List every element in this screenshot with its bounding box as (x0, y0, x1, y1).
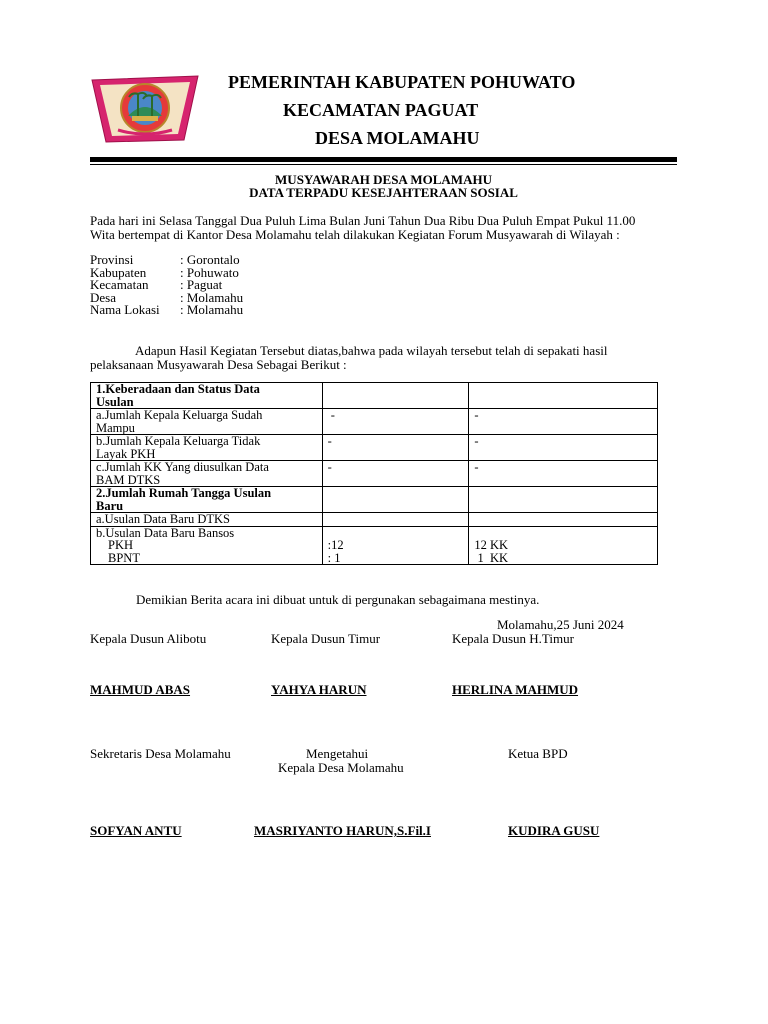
document-title2: DATA TERPADU KESEJAHTERAAN SOSIAL (249, 185, 518, 200)
table-cell (469, 513, 658, 527)
signatory-title: Kepala Dusun Alibotu (90, 631, 207, 646)
signatory-name: HERLINA MAHMUD (452, 682, 579, 697)
location-row (90, 304, 243, 317)
signatory-name: MASRIYANTO HARUN,S.Fil.I (254, 823, 431, 838)
table-cell (469, 383, 658, 409)
table-row (91, 383, 658, 409)
table-cell: - (469, 461, 658, 487)
pohuwato-regency-emblem-icon (88, 72, 202, 146)
location-label: Kabupaten (90, 264, 147, 280)
table-cell (469, 487, 658, 513)
signatory-title: Mengetahui (306, 746, 369, 761)
location-block (90, 254, 243, 317)
letterhead-rule-thick (90, 157, 677, 162)
table-row (91, 526, 658, 565)
signatory-name: SOFYAN ANTU (90, 823, 182, 838)
location-label: Provinsi (90, 252, 134, 267)
location-value: : Paguat (180, 277, 223, 292)
table-cell: a.Jumlah Kepala Keluarga Sudah Mampu (91, 409, 323, 435)
table-cell (469, 526, 658, 565)
opening-paragraph (90, 214, 635, 242)
letterhead-line2: KECAMATAN PAGUAT (283, 100, 479, 120)
letterhead-line3: DESA MOLAMAHU (315, 128, 480, 148)
bpnt-count: : 1 (327, 550, 341, 565)
opening-line2: Wita bertempat di Kantor Desa Molamahu telah dilakukan Kegiatan Forum Musyawarah di Wilayah : (90, 227, 620, 242)
table-cell: - (322, 435, 469, 461)
result-paragraph (90, 344, 607, 372)
table-row (91, 513, 658, 527)
result-line2: pelaksanaan Musyawarah Desa Sebagai Berikut : (90, 357, 347, 372)
table-cell (322, 487, 469, 513)
table-cell: c.Jumlah KK Yang diusulkan Data BAM DTKS (91, 461, 323, 487)
table-cell: - (322, 461, 469, 487)
location-value: : Molamahu (180, 302, 244, 317)
table-cell: 2.Jumlah Rumah Tangga Usulan Baru (91, 487, 323, 513)
table-cell: - (322, 409, 469, 435)
location-label: Kecamatan (90, 277, 149, 292)
table-row (91, 409, 658, 435)
closing-paragraph: Demikian Berita acara ini dibuat untuk di pergunakan sebagaimana mestinya. (136, 592, 540, 607)
results-table (90, 382, 658, 565)
signatory-name: KUDIRA GUSU (508, 823, 600, 838)
pkh-total: 12 KK (474, 538, 509, 552)
table-row (91, 461, 658, 487)
signatory-subtitle: Kepala Desa Molamahu (278, 760, 404, 775)
table-cell (322, 526, 469, 565)
table-cell (322, 513, 469, 527)
place-date: Molamahu,25 Juni 2024 (497, 617, 624, 632)
pkh-count: :12 (327, 538, 344, 552)
table-cell: b.Jumlah Kepala Keluarga Tidak Layak PKH (91, 435, 323, 461)
table-cell: - (469, 435, 658, 461)
signatory-title: Sekretaris Desa Molamahu (90, 746, 231, 761)
signatory-title: Ketua BPD (508, 746, 568, 761)
bpnt-total: 1 KK (474, 550, 509, 565)
letterhead-rule-thin (90, 164, 677, 165)
letterhead-line1: PEMERINTAH KABUPATEN POHUWATO (228, 72, 576, 92)
table-cell: - (469, 409, 658, 435)
table-row (91, 487, 658, 513)
signatory-title: Kepala Dusun H.Timur (452, 631, 574, 646)
signatory-name: MAHMUD ABAS (90, 682, 191, 697)
signatory-title: Kepala Dusun Timur (271, 631, 381, 646)
location-value: : Pohuwato (180, 264, 239, 280)
result-line1: Adapun Hasil Kegiatan Tersebut diatas,bahwa pada wilayah tersebut telah di sepakati hasil (135, 343, 608, 358)
table-cell (322, 383, 469, 409)
location-label: Desa (90, 289, 116, 305)
table-cell: 1.Keberadaan dan Status Data Usulan (91, 383, 323, 409)
table-row (91, 435, 658, 461)
location-value: : Molamahu (180, 289, 244, 305)
table-cell: a.Usulan Data Baru DTKS (91, 513, 323, 527)
location-label: Nama Lokasi (90, 302, 160, 317)
location-value: : Gorontalo (180, 252, 240, 267)
signatory-name: YAHYA HARUN (271, 682, 367, 697)
document-title1: MUSYAWARAH DESA MOLAMAHU (275, 172, 492, 187)
opening-line1: Pada hari ini Selasa Tanggal Dua Puluh Lima Bulan Juni Tahun Dua Ribu Dua Puluh Empat Pukul 11.00 (90, 213, 636, 228)
table-cell: b.Usulan Data Baru Bansos PKH BPNT (91, 526, 323, 565)
